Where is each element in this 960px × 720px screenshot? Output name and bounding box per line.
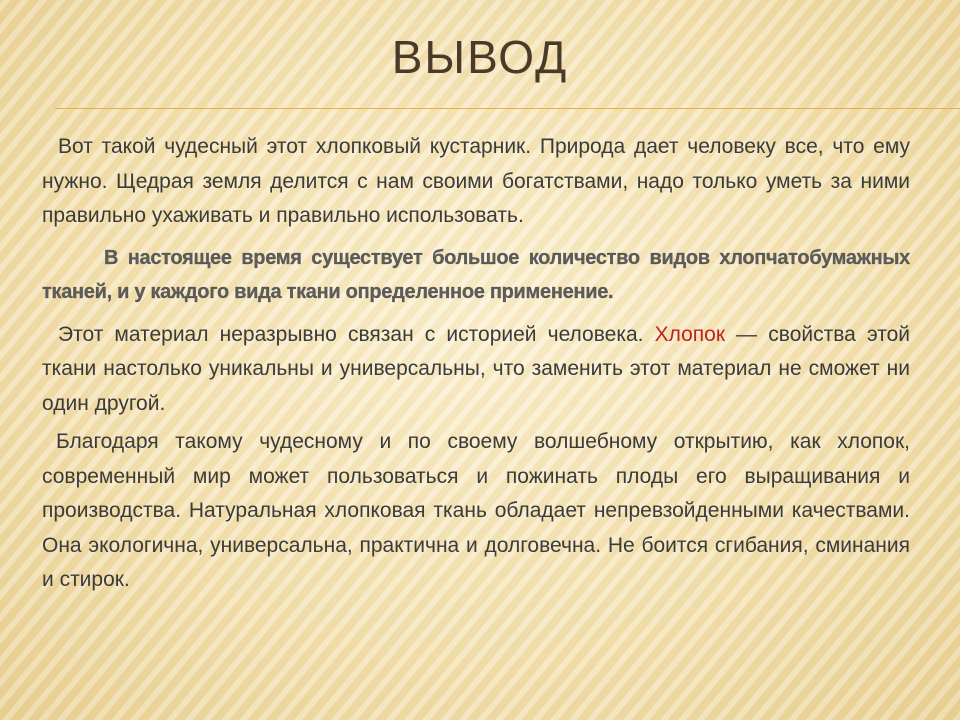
slide-body — [42, 130, 910, 598]
paragraph-cotton-shrub: Вот такой чудесный этот хлопковый кустарник. Природа дает человеку все, что ему нужно. Щедрая земля делится с нам своими богатствами, надо только уметь за ними правильно ухаживать и правильно использовать. — [42, 135, 910, 227]
title-divider — [55, 108, 960, 109]
paragraph-material-history-end: — свойства этой ткани настолько уникальны и универсальны, что заменить этот материал не сможет ни один другой. — [42, 322, 910, 415]
paragraph-material-history — [42, 318, 910, 422]
slide-title: ВЫВОД — [391, 31, 569, 83]
paragraph-cotton-discovery: Благодаря такому чудесному и по своему волшебному открытию, как хлопок, современный мир может пользоваться и пожинать плоды его выращивания и производства. Натуральная хлопковая ткань обладает непревзойденными качествами. Она экологична, универсальна, практична и долговечна. Не боится сгибания, сминания и стирок. — [42, 430, 910, 591]
cotton-highlight: Хлопок — [654, 322, 726, 346]
paragraph-material-history-start: Этот материал неразрывно связан с историей человека. — [58, 322, 655, 346]
paragraph-fabric-types: В настоящее время существует большое количество видов хлопчатобумажных тканей, и у каждого вида ткани определенное применение. — [42, 246, 910, 303]
